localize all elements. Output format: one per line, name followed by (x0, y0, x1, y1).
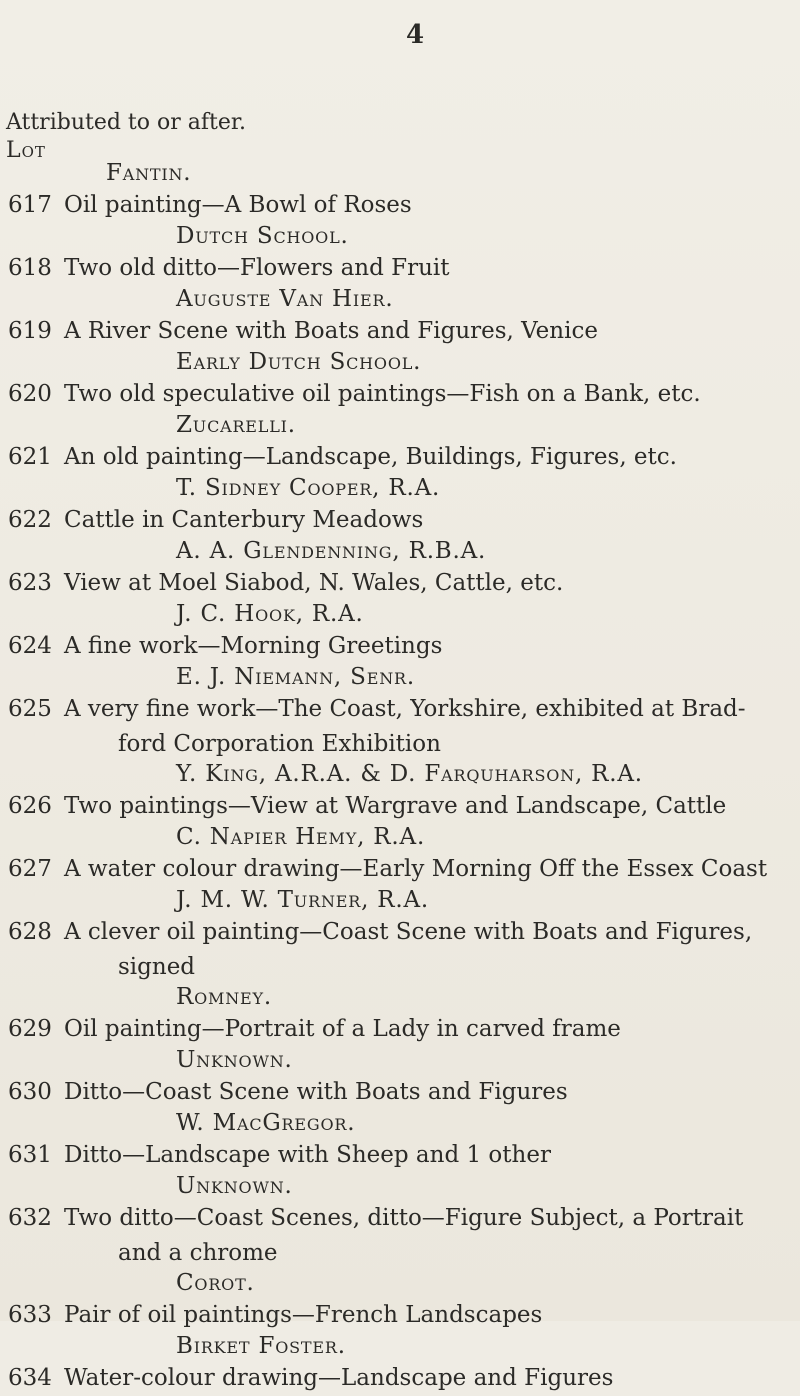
lot-line (0, 1074, 800, 1110)
lot-entry (0, 1270, 800, 1333)
lot-artist: C. Napier Hemy, R.A. (176, 824, 426, 850)
lot-entry (0, 1047, 800, 1110)
lot-description: Oil painting—A Bowl of Roses (64, 192, 412, 218)
lot-line (0, 1297, 800, 1333)
section-header: Attributed to or after. (6, 110, 246, 135)
lot-number: 627 (8, 856, 52, 882)
lot-list (0, 160, 800, 1396)
lot-artist: J. M. W. Turner, R.A. (176, 887, 430, 913)
lot-line (0, 187, 800, 223)
lot-number: 624 (8, 633, 52, 659)
lot-column-label: Lot (6, 138, 46, 163)
lot-number: 619 (8, 318, 52, 344)
lot-entry (0, 538, 800, 601)
lot-description: Water-colour drawing—Landscape and Figures (64, 1365, 614, 1391)
lot-entry (0, 1110, 800, 1173)
lot-artist: Romney. (176, 984, 272, 1010)
lot-line (0, 691, 800, 727)
lot-line (0, 1137, 800, 1173)
lot-artist: Birket Foster. (176, 1333, 346, 1359)
lot-artist: A. A. Glendenning, R.B.A. (176, 538, 487, 564)
lot-number: 629 (8, 1016, 52, 1042)
lot-entry (0, 761, 800, 824)
lot-description-continued: ford Corporation Exhibition (118, 731, 441, 757)
lot-description: Ditto—Landscape with Sheep and 1 other (64, 1142, 551, 1168)
lot-number: 620 (8, 381, 52, 407)
lot-artist: Fantin. (106, 160, 192, 186)
lot-description: Pair of oil paintings—French Landscapes (64, 1302, 543, 1328)
lot-description: Two ditto—Coast Scenes, ditto—Figure Subject, a Portrait (64, 1205, 744, 1231)
lot-entry (0, 1173, 800, 1270)
lot-line (0, 376, 800, 412)
lot-number: 618 (8, 255, 52, 281)
lot-number: 630 (8, 1079, 52, 1105)
lot-entry (0, 160, 800, 223)
lot-entry (0, 887, 800, 984)
lot-description: Oil painting—Portrait of a Lady in carved frame (64, 1016, 621, 1042)
lot-line (0, 1200, 800, 1236)
lot-entry (0, 223, 800, 286)
lot-description-continued: and a chrome (118, 1240, 278, 1266)
lot-number: 622 (8, 507, 52, 533)
lot-artist: Y. King, A.R.A. & D. Farquharson, R.A. (176, 761, 643, 787)
lot-artist: T. Sidney Cooper, R.A. (176, 475, 441, 501)
lot-line (0, 914, 800, 950)
lot-description: View at Moel Siabod, N. Wales, Cattle, etc. (64, 570, 564, 596)
lot-artist: E. J. Niemann, Senr. (176, 664, 415, 690)
lot-description: Cattle in Canterbury Meadows (64, 507, 424, 533)
lot-entry (0, 349, 800, 412)
lot-description: Ditto—Coast Scene with Boats and Figures (64, 1079, 568, 1105)
lot-line (0, 628, 800, 664)
lot-number: 621 (8, 444, 52, 470)
lot-entry (0, 286, 800, 349)
lot-line (0, 439, 800, 475)
lot-line (0, 1360, 800, 1396)
lot-line (0, 313, 800, 349)
lot-artist: Dutch School. (176, 223, 349, 249)
lot-entry (0, 984, 800, 1047)
lot-line (0, 851, 800, 887)
lot-description: An old painting—Landscape, Buildings, Figures, etc. (64, 444, 677, 470)
lot-description: Two old speculative oil paintings—Fish on a Bank, etc. (64, 381, 701, 407)
lot-number: 626 (8, 793, 52, 819)
lot-line (0, 502, 800, 538)
lot-line (0, 250, 800, 286)
lot-number: 617 (8, 192, 52, 218)
lot-entry (0, 601, 800, 664)
lot-line (0, 788, 800, 824)
lot-artist: Corot. (176, 1270, 255, 1296)
lot-artist: W. MacGregor. (176, 1110, 356, 1136)
lot-description: Two paintings—View at Wargrave and Landscape, Cattle (64, 793, 727, 819)
lot-description: A water colour drawing—Early Morning Off the Essex Coast (64, 856, 768, 882)
lot-line (0, 565, 800, 601)
lot-artist: Zucarelli. (176, 412, 296, 438)
lot-number: 623 (8, 570, 52, 596)
lot-artist: J. C. Hook, R.A. (176, 601, 364, 627)
lot-entry (0, 824, 800, 887)
lot-artist: Auguste Van Hier. (176, 286, 394, 312)
lot-line (0, 1011, 800, 1047)
lot-description: A River Scene with Boats and Figures, Venice (64, 318, 598, 344)
lot-number: 631 (8, 1142, 52, 1168)
lot-entry (0, 475, 800, 538)
lot-description: A fine work—Morning Greetings (64, 633, 443, 659)
page-number: 4 (406, 20, 425, 50)
lot-artist: Unknown. (176, 1047, 293, 1073)
lot-number: 632 (8, 1205, 52, 1231)
lot-number: 634 (8, 1365, 52, 1391)
lot-entry (0, 1333, 800, 1396)
lot-entry (0, 412, 800, 475)
lot-number: 628 (8, 919, 52, 945)
lot-description: Two old ditto—Flowers and Fruit (64, 255, 450, 281)
lot-description: A very fine work—The Coast, Yorkshire, exhibited at Brad- (64, 696, 746, 722)
lot-entry (0, 664, 800, 761)
lot-number: 625 (8, 696, 52, 722)
lot-description-continued: signed (118, 954, 196, 980)
lot-artist: Early Dutch School. (176, 349, 422, 375)
lot-number: 633 (8, 1302, 52, 1328)
lot-artist: Unknown. (176, 1173, 293, 1199)
lot-description: A clever oil painting—Coast Scene with Boats and Figures, (64, 919, 753, 945)
